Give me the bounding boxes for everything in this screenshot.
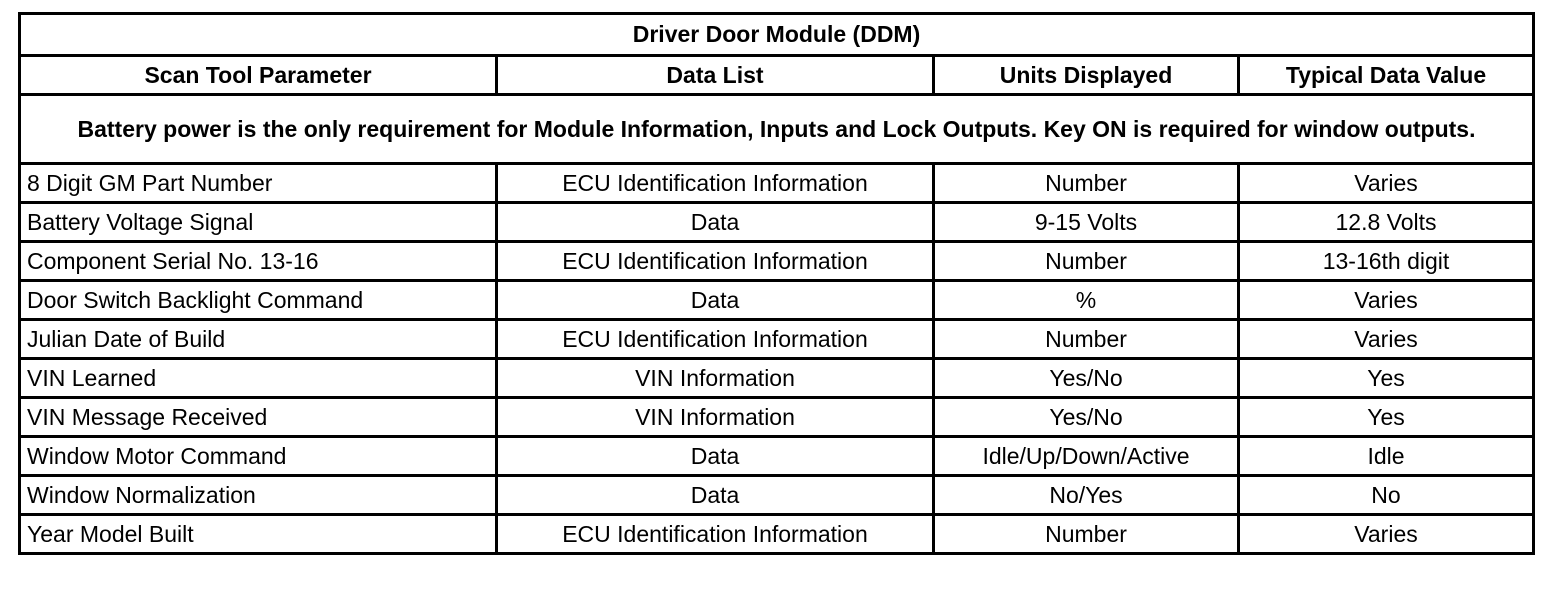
- table-title: Driver Door Module (DDM): [20, 14, 1534, 56]
- table-row: [20, 515, 1534, 554]
- cell-typical-value: Varies: [1239, 281, 1534, 320]
- table-row: [20, 320, 1534, 359]
- cell-units: Number: [934, 242, 1239, 281]
- cell-parameter: VIN Message Received: [20, 398, 497, 437]
- cell-parameter: Door Switch Backlight Command: [20, 281, 497, 320]
- ddm-parameter-table: [18, 12, 1535, 555]
- cell-data-list: ECU Identification Information: [497, 515, 934, 554]
- cell-data-list: ECU Identification Information: [497, 320, 934, 359]
- cell-units: No/Yes: [934, 476, 1239, 515]
- table-row: [20, 242, 1534, 281]
- table-row: [20, 398, 1534, 437]
- table-row: [20, 164, 1534, 203]
- cell-units: %: [934, 281, 1239, 320]
- cell-data-list: Data: [497, 281, 934, 320]
- cell-typical-value: Idle: [1239, 437, 1534, 476]
- cell-parameter: Battery Voltage Signal: [20, 203, 497, 242]
- cell-parameter: Window Motor Command: [20, 437, 497, 476]
- cell-data-list: Data: [497, 476, 934, 515]
- cell-typical-value: Yes: [1239, 398, 1534, 437]
- cell-data-list: Data: [497, 203, 934, 242]
- cell-units: Number: [934, 515, 1239, 554]
- cell-typical-value: Varies: [1239, 515, 1534, 554]
- cell-typical-value: 12.8 Volts: [1239, 203, 1534, 242]
- cell-typical-value: Yes: [1239, 359, 1534, 398]
- requirement-note: Battery power is the only requirement for Module Information, Inputs and Lock Outputs. Key ON is required for window outputs.: [20, 95, 1534, 164]
- header-data-list: Data List: [497, 56, 934, 95]
- header-scan-tool-parameter: Scan Tool Parameter: [20, 56, 497, 95]
- cell-data-list: ECU Identification Information: [497, 242, 934, 281]
- table-row: [20, 281, 1534, 320]
- cell-units: Yes/No: [934, 398, 1239, 437]
- cell-parameter: Window Normalization: [20, 476, 497, 515]
- cell-units: Yes/No: [934, 359, 1239, 398]
- cell-parameter: Component Serial No. 13-16: [20, 242, 497, 281]
- cell-data-list: Data: [497, 437, 934, 476]
- cell-typical-value: 13-16th digit: [1239, 242, 1534, 281]
- header-units-displayed: Units Displayed: [934, 56, 1239, 95]
- cell-typical-value: Varies: [1239, 320, 1534, 359]
- cell-data-list: VIN Information: [497, 359, 934, 398]
- table-row: [20, 203, 1534, 242]
- cell-parameter: 8 Digit GM Part Number: [20, 164, 497, 203]
- table-row: [20, 437, 1534, 476]
- cell-units: Number: [934, 320, 1239, 359]
- cell-data-list: VIN Information: [497, 398, 934, 437]
- cell-data-list: ECU Identification Information: [497, 164, 934, 203]
- cell-parameter: VIN Learned: [20, 359, 497, 398]
- cell-parameter: Year Model Built: [20, 515, 497, 554]
- cell-units: Number: [934, 164, 1239, 203]
- cell-typical-value: No: [1239, 476, 1534, 515]
- cell-units: Idle/Up/Down/Active: [934, 437, 1239, 476]
- requirement-note-row: [20, 95, 1534, 164]
- cell-typical-value: Varies: [1239, 164, 1534, 203]
- table-row: [20, 476, 1534, 515]
- cell-units: 9-15 Volts: [934, 203, 1239, 242]
- table-title-row: [20, 14, 1534, 56]
- column-header-row: [20, 56, 1534, 95]
- cell-parameter: Julian Date of Build: [20, 320, 497, 359]
- header-typical-data-value: Typical Data Value: [1239, 56, 1534, 95]
- table-row: [20, 359, 1534, 398]
